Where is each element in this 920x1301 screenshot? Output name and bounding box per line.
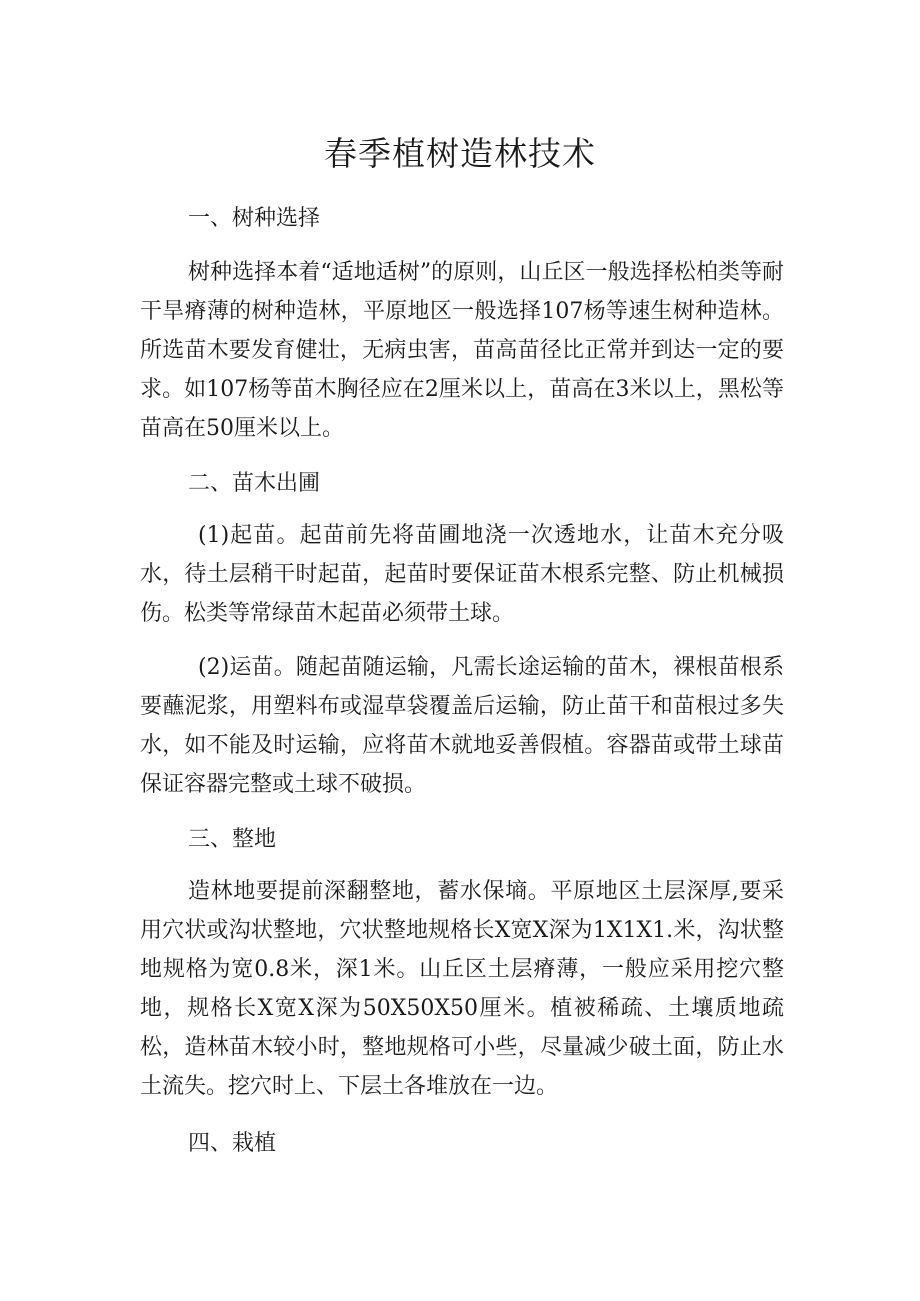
- paragraph-transporting-seedlings: (2)运苗。随起苗随运输，凡需长途运输的苗木，裸根苗根系要蘸泥浆，用塑料布或湿草袋覆盖后运输，防止苗干和苗根过多失水，如不能及时运输，应将苗木就地妥善假植。容器苗或带土球苗保证容器完整或土球不破损。: [140, 655, 784, 797]
- section-heading-site-preparation: 三、整地: [188, 827, 277, 852]
- section-heading-planting: 四、栽植: [188, 1131, 277, 1156]
- paragraph-lifting-seedlings: (1)起苗。起苗前先将苗圃地浇一次透地水，让苗木充分吸水，待土层稍干时起苗，起苗时要保证苗木根系完整、防止机械损伤。松类等常绿苗木起苗必须带土球。: [140, 523, 784, 626]
- paragraph-site-preparation: 造林地要提前深翻整地，蓄水保墒。平原地区土层深厚,要采用穴状或沟状整地，穴状整地规格长X宽X深为1X1X1.米，沟状整地规格为宽0.8米，深1米。山丘区土层瘠薄，一般应采用挖穴整地，规格长X宽X深为50X50X50厘米。植被稀疏、土壤质地疏松，造林苗木较小时，整地规格可小些，尽量减少破土面，防止水土流失。挖穴时上、下层土各堆放在一边。: [140, 879, 784, 1099]
- section-heading-nursery-out: 二、苗木出圃: [188, 471, 321, 496]
- paragraph-tree-species: 树种选择本着“适地适树”的原则，山丘区一般选择松柏类等耐干旱瘠薄的树种造林，平原地区一般选择107杨等速生树种造林。所选苗木要发育健壮，无病虫害，苗高苗径比正常并到达一定的要求。如107杨等苗木胸径应在2厘米以上，苗高在3米以上，黑松等苗高在50厘米以上。: [140, 260, 784, 441]
- document-title: 春季植树造林技术: [324, 134, 596, 173]
- section-heading-tree-species: 一、树种选择: [188, 206, 321, 231]
